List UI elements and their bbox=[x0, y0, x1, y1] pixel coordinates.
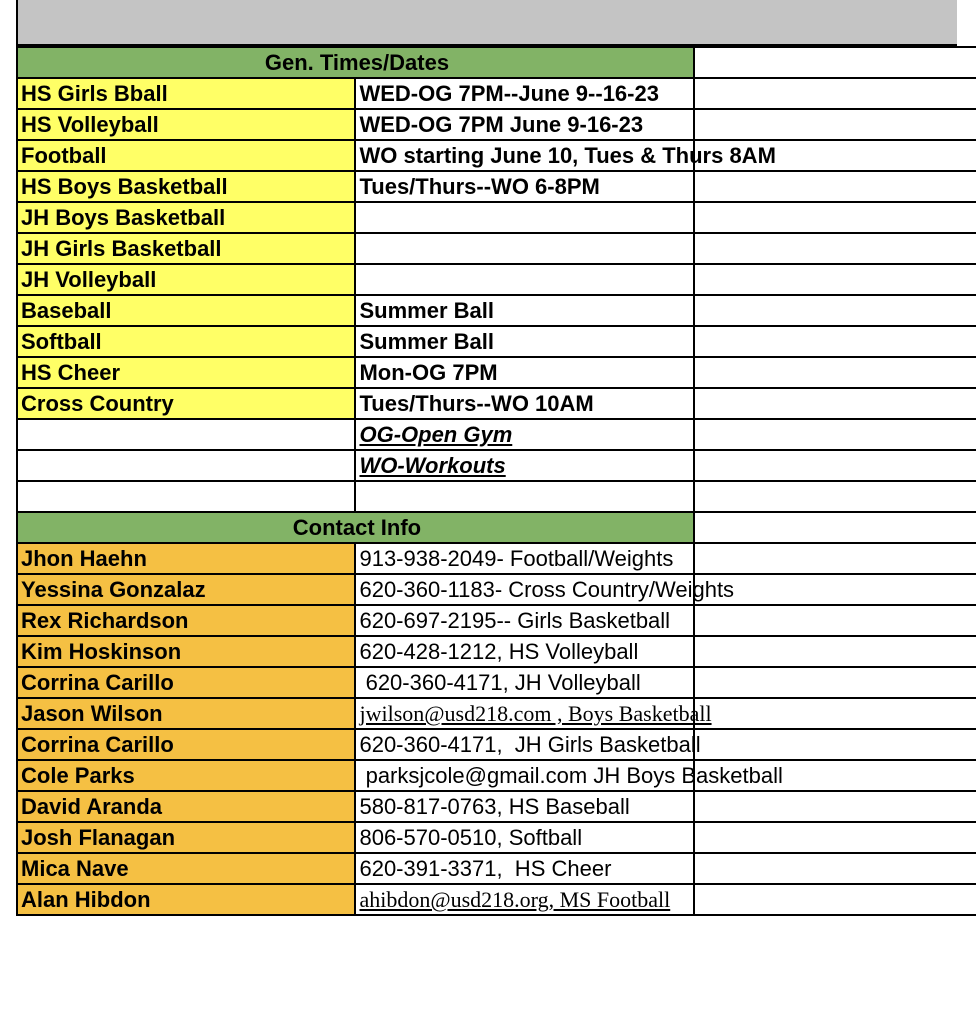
empty-cell[interactable] bbox=[694, 233, 976, 264]
contact-row bbox=[17, 543, 976, 574]
empty-cell[interactable] bbox=[694, 450, 976, 481]
contact-name[interactable]: Corrina Carillo bbox=[17, 667, 355, 698]
sport-cell[interactable]: HS Boys Basketball bbox=[17, 171, 355, 202]
empty-cell[interactable] bbox=[694, 78, 976, 109]
schedule-row bbox=[17, 326, 976, 357]
contact-info[interactable]: 913-938-2049- Football/Weights bbox=[355, 543, 693, 574]
contact-row bbox=[17, 605, 976, 636]
empty-cell[interactable] bbox=[694, 822, 976, 853]
empty-cell[interactable] bbox=[694, 47, 976, 78]
contact-info[interactable]: 620-428-1212, HS Volleyball bbox=[355, 636, 693, 667]
contact-info[interactable]: 620-360-1183- Cross Country/Weights bbox=[355, 574, 693, 605]
blank-cell[interactable] bbox=[355, 481, 693, 512]
contact-row bbox=[17, 791, 976, 822]
empty-cell[interactable] bbox=[694, 853, 976, 884]
contact-name[interactable]: David Aranda bbox=[17, 791, 355, 822]
empty-cell[interactable] bbox=[694, 326, 976, 357]
empty-cell[interactable] bbox=[694, 884, 976, 915]
sport-cell[interactable]: HS Cheer bbox=[17, 357, 355, 388]
sport-cell[interactable]: JH Boys Basketball bbox=[17, 202, 355, 233]
sport-cell[interactable]: HS Girls Bball bbox=[17, 78, 355, 109]
contact-row bbox=[17, 853, 976, 884]
empty-cell[interactable] bbox=[694, 729, 976, 760]
sport-cell[interactable]: Baseball bbox=[17, 295, 355, 326]
contact-info[interactable]: 620-391-3371, HS Cheer bbox=[355, 853, 693, 884]
schedule-row bbox=[17, 295, 976, 326]
contact-name[interactable]: Corrina Carillo bbox=[17, 729, 355, 760]
contact-info[interactable]: 620-360-4171, JH Volleyball bbox=[355, 667, 693, 698]
time-cell[interactable]: WED-OG 7PM June 9-16-23 bbox=[355, 109, 693, 140]
empty-cell[interactable] bbox=[694, 574, 976, 605]
schedule-row bbox=[17, 357, 976, 388]
contact-row bbox=[17, 884, 976, 915]
schedule-row bbox=[17, 264, 976, 295]
time-cell[interactable]: Tues/Thurs--WO 10AM bbox=[355, 388, 693, 419]
sport-cell[interactable]: Softball bbox=[17, 326, 355, 357]
legend-row bbox=[17, 419, 976, 450]
empty-cell[interactable] bbox=[17, 481, 355, 512]
contact-name[interactable]: Cole Parks bbox=[17, 760, 355, 791]
sport-cell[interactable]: JH Girls Basketball bbox=[17, 233, 355, 264]
empty-cell[interactable] bbox=[694, 667, 976, 698]
empty-cell[interactable] bbox=[694, 357, 976, 388]
schedule-row bbox=[17, 388, 976, 419]
empty-cell[interactable] bbox=[694, 481, 976, 512]
contact-row bbox=[17, 729, 976, 760]
contact-header-row bbox=[17, 512, 976, 543]
contact-info[interactable]: 580-817-0763, HS Baseball bbox=[355, 791, 693, 822]
empty-cell[interactable] bbox=[694, 636, 976, 667]
time-cell[interactable]: WO starting June 10, Tues & Thurs 8AM bbox=[355, 140, 693, 171]
sport-cell[interactable]: Football bbox=[17, 140, 355, 171]
empty-cell[interactable] bbox=[694, 419, 976, 450]
times-header-row bbox=[17, 47, 976, 78]
contact-name[interactable]: Yessina Gonzalaz bbox=[17, 574, 355, 605]
empty-cell[interactable] bbox=[694, 295, 976, 326]
legend-open-gym[interactable]: OG-Open Gym bbox=[355, 419, 693, 450]
time-cell[interactable] bbox=[355, 202, 693, 233]
contact-header: Contact Info bbox=[17, 512, 694, 543]
sport-cell[interactable]: Cross Country bbox=[17, 388, 355, 419]
legend-workouts[interactable]: WO-Workouts bbox=[355, 450, 693, 481]
contact-info[interactable]: 620-697-2195-- Girls Basketball bbox=[355, 605, 693, 636]
contact-info[interactable]: 620-360-4171, JH Girls Basketball bbox=[355, 729, 693, 760]
contact-info[interactable]: 806-570-0510, Softball bbox=[355, 822, 693, 853]
sheet-top-bar bbox=[16, 0, 957, 46]
schedule-row bbox=[17, 78, 976, 109]
time-cell[interactable]: Tues/Thurs--WO 6-8PM bbox=[355, 171, 693, 202]
contact-row bbox=[17, 574, 976, 605]
schedule-row bbox=[17, 233, 976, 264]
empty-cell[interactable] bbox=[694, 388, 976, 419]
time-cell[interactable] bbox=[355, 264, 693, 295]
time-cell[interactable]: Mon-OG 7PM bbox=[355, 357, 693, 388]
empty-cell[interactable] bbox=[694, 698, 976, 729]
contact-row bbox=[17, 822, 976, 853]
blank-row bbox=[17, 481, 976, 512]
contact-row bbox=[17, 760, 976, 791]
contact-row bbox=[17, 667, 976, 698]
blank-mark: _ bbox=[359, 496, 368, 512]
empty-cell[interactable] bbox=[694, 202, 976, 233]
contact-name[interactable]: Rex Richardson bbox=[17, 605, 355, 636]
contact-name[interactable]: Alan Hibdon bbox=[17, 884, 355, 915]
time-cell[interactable]: WED-OG 7PM--June 9--16-23 bbox=[355, 78, 693, 109]
time-cell[interactable] bbox=[355, 233, 693, 264]
contact-row bbox=[17, 698, 976, 729]
schedule-row bbox=[17, 140, 976, 171]
contact-email-link[interactable]: jwilson@usd218.com , Boys Basketball bbox=[355, 698, 693, 729]
schedule-row bbox=[17, 202, 976, 233]
empty-cell[interactable] bbox=[17, 450, 355, 481]
empty-cell[interactable] bbox=[17, 419, 355, 450]
empty-cell[interactable] bbox=[694, 171, 976, 202]
contact-email-link[interactable]: ahibdon@usd218.org, MS Football bbox=[355, 884, 693, 915]
empty-cell[interactable] bbox=[694, 543, 976, 574]
empty-cell[interactable] bbox=[694, 512, 976, 543]
contact-name[interactable]: Mica Nave bbox=[17, 853, 355, 884]
sport-cell[interactable]: JH Volleyball bbox=[17, 264, 355, 295]
empty-cell[interactable] bbox=[694, 605, 976, 636]
time-cell[interactable]: Summer Ball bbox=[355, 295, 693, 326]
contact-name[interactable]: Jhon Haehn bbox=[17, 543, 355, 574]
contact-info[interactable]: parksjcole@gmail.com JH Boys Basketball bbox=[355, 760, 693, 791]
schedule-row bbox=[17, 109, 976, 140]
empty-cell[interactable] bbox=[694, 109, 976, 140]
schedule-row bbox=[17, 171, 976, 202]
time-cell[interactable]: Summer Ball bbox=[355, 326, 693, 357]
contact-name[interactable]: Jason Wilson bbox=[17, 698, 355, 729]
contact-row bbox=[17, 636, 976, 667]
sport-cell[interactable]: HS Volleyball bbox=[17, 109, 355, 140]
contact-name[interactable]: Josh Flanagan bbox=[17, 822, 355, 853]
empty-cell[interactable] bbox=[694, 791, 976, 822]
schedule-sheet bbox=[16, 46, 976, 916]
legend-row bbox=[17, 450, 976, 481]
empty-cell[interactable] bbox=[694, 264, 976, 295]
contact-name[interactable]: Kim Hoskinson bbox=[17, 636, 355, 667]
times-header: Gen. Times/Dates bbox=[17, 47, 694, 78]
